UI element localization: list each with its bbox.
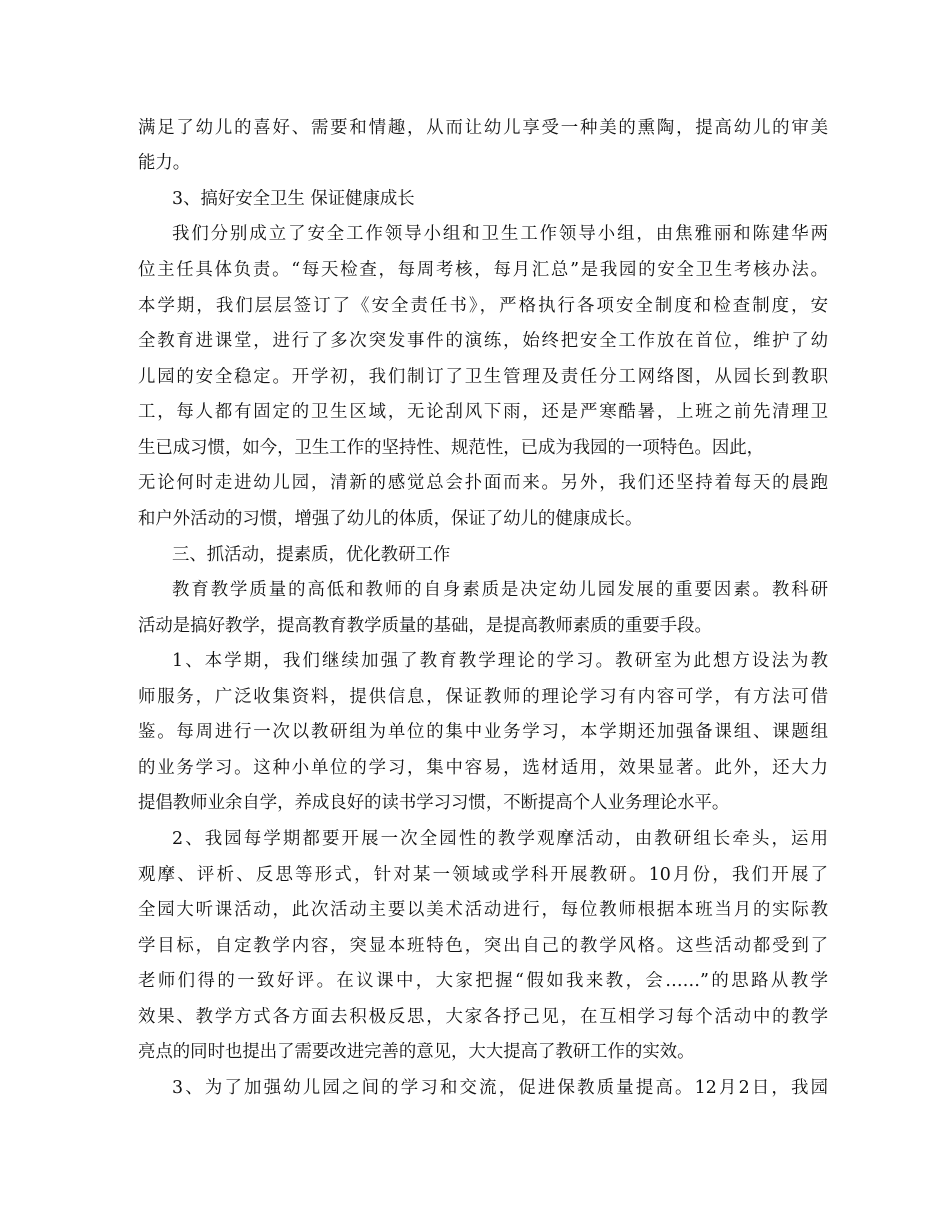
text-line: 提倡教师业余自学，养成良好的读书学习习惯，不断提高个人业务理论水平。 (138, 793, 730, 813)
text-line: 全园大听课活动，此次活动主要以美术活动进行，每位教师根据本班当月的实际教 (138, 900, 828, 920)
text-line: 活动是搞好教学，提高教育教学质量的基础，是提高教师素质的重要手段。 (138, 616, 712, 636)
text-line: 全教育进课堂，进行了多次突发事件的演练，始终把安全工作放在首位，维护了幼 (138, 331, 828, 351)
text-line: 我们分别成立了安全工作领导小组和卫生工作领导小组，由焦雅丽和陈建华两 (172, 224, 828, 244)
text-line: 3、为了加强幼儿园之间的学习和交流，促进保教质量提高。12月2日，我园 (172, 1078, 828, 1098)
text-line: 观摩、评析、反思等形式，针对某一领域或学科开展教研。10月份，我们开展了 (138, 865, 828, 885)
text-line: 的业务学习。这种小单位的学习，集中容易，选材适用，效果显著。此外，还大力 (138, 758, 828, 778)
text-line: 无论何时走进幼儿园，清新的感觉总会扑面而来。另外，我们还坚持着每天的晨跑 (138, 473, 828, 493)
text-line: 2、我园每学期都要开展一次全园性的教学观摩活动，由教研组长牵头，运用 (172, 829, 828, 849)
text-line: 师服务，广泛收集资料，提供信息，保证教师的理论学习有内容可学，有方法可借 (138, 687, 828, 707)
text-line: 学目标，自定教学内容，突显本班特色，突出自己的教学风格。这些活动都受到了 (138, 936, 828, 956)
text-line: 儿园的安全稳定。开学初，我们制订了卫生管理及责任分工网络图，从园长到教职 (138, 367, 828, 387)
text-line: 生已成习惯，如今，卫生工作的坚持性、规范性，已成为我园的一项特色。因此， (138, 438, 765, 458)
text-line: 老师们得的一致好评。在议课中，大家把握“假如我来教，会……”的思路从教学 (138, 971, 828, 991)
text-line: 效果、教学方式各方面去积极反思，大家各抒己见，在互相学习每个活动中的教学 (138, 1007, 828, 1027)
section-heading: 三、抓活动，提素质，优化教研工作 (172, 545, 451, 565)
section-heading: 3、搞好安全卫生 保证健康成长 (172, 189, 415, 209)
text-line: 位主任具体负责。“每天检查，每周考核，每月汇总”是我园的安全卫生考核办法。 (138, 260, 828, 280)
text-line: 本学期，我们层层签订了《安全责任书》，严格执行各项安全制度和检查制度，安 (138, 296, 828, 316)
text-line: 能力。 (138, 153, 191, 173)
text-line: 亮点的同时也提出了需要改进完善的意见，大大提高了教研工作的实效。 (138, 1042, 695, 1062)
text-line: 1、本学期，我们继续加强了教育教学理论的学习。教研室为此想方设法为教 (172, 651, 828, 671)
text-line: 和户外活动的习惯，增强了幼儿的体质，保证了幼儿的健康成长。 (138, 509, 643, 529)
text-line: 工，每人都有固定的卫生区域，无论刮风下雨，还是严寒酷暑，上班之前先清理卫 (138, 402, 828, 422)
text-line: 鉴。每周进行一次以教研组为单位的集中业务学习，本学期还加强备课组、课题组 (138, 722, 828, 742)
text-line: 满足了幼儿的喜好、需要和情趣，从而让幼儿享受一种美的熏陶，提高幼儿的审美 (138, 118, 828, 138)
text-line: 教育教学质量的高低和教师的自身素质是决定幼儿园发展的重要因素。教科研 (172, 580, 828, 600)
